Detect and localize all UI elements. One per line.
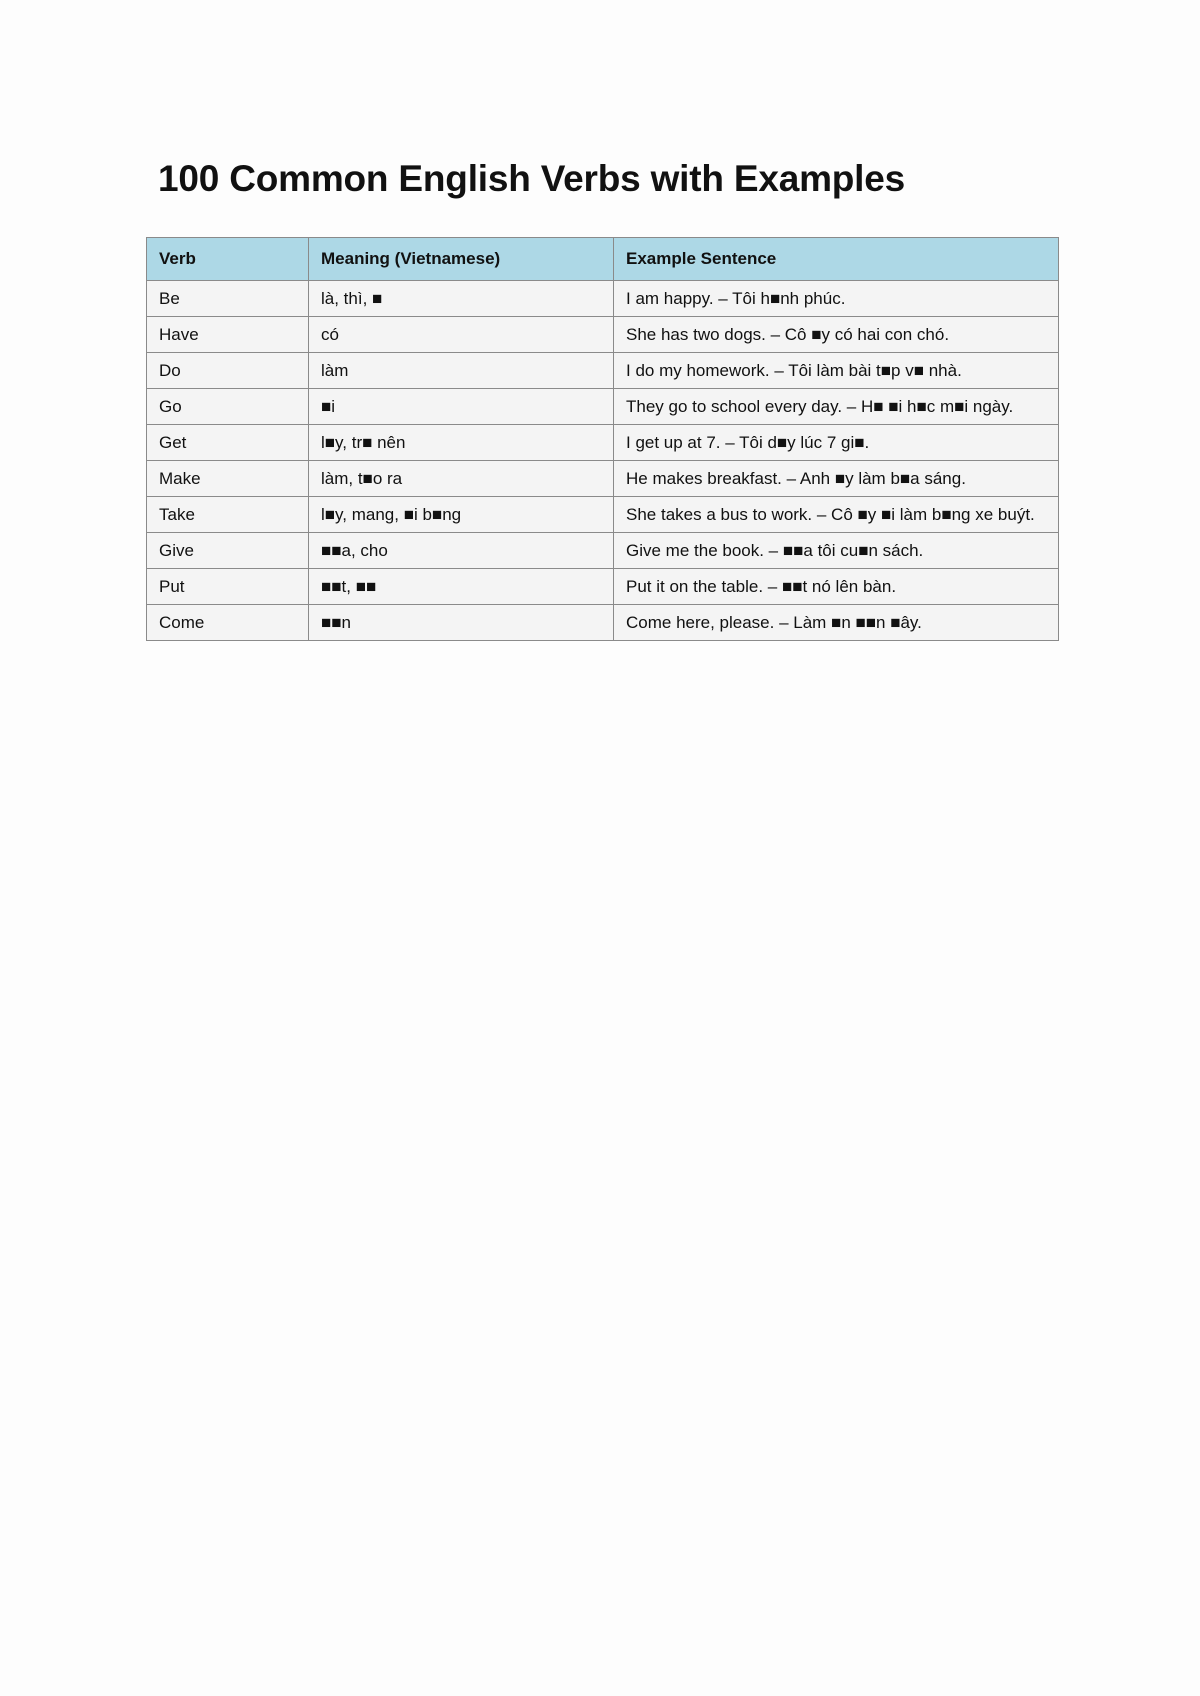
cell-meaning: làm [309,353,614,389]
table-row [147,281,1059,317]
cell-example: Put it on the table. – ■■t nó lên bàn. [614,569,1059,605]
cell-example: Give me the book. – ■■a tôi cu■n sách. [614,533,1059,569]
cell-example: I am happy. – Tôi h■nh phúc. [614,281,1059,317]
cell-example: I do my homework. – Tôi làm bài t■p v■ nhà. [614,353,1059,389]
cell-verb: Take [147,497,309,533]
cell-verb: Do [147,353,309,389]
cell-verb: Be [147,281,309,317]
cell-verb: Go [147,389,309,425]
cell-meaning: ■i [309,389,614,425]
cell-example: They go to school every day. – H■ ■i h■c m■i ngày. [614,389,1059,425]
cell-example: He makes breakfast. – Anh ■y làm b■a sáng. [614,461,1059,497]
cell-meaning: ■■a, cho [309,533,614,569]
table-row [147,389,1059,425]
verbs-table [146,237,1059,641]
header-verb: Verb [147,238,309,281]
table-row [147,353,1059,389]
table-row [147,497,1059,533]
cell-verb: Have [147,317,309,353]
table-row [147,569,1059,605]
cell-example: Come here, please. – Làm ■n ■■n ■ây. [614,605,1059,641]
table-row [147,533,1059,569]
table-row [147,425,1059,461]
cell-meaning: làm, t■o ra [309,461,614,497]
cell-meaning: ■■t, ■■ [309,569,614,605]
cell-meaning: l■y, mang, ■i b■ng [309,497,614,533]
table-row [147,317,1059,353]
cell-verb: Get [147,425,309,461]
table-row [147,461,1059,497]
header-meaning: Meaning (Vietnamese) [309,238,614,281]
cell-meaning: có [309,317,614,353]
page-title: 100 Common English Verbs with Examples [158,158,906,199]
cell-verb: Give [147,533,309,569]
cell-example: She takes a bus to work. – Cô ■y ■i làm b■ng xe buýt. [614,497,1059,533]
cell-meaning: là, thì, ■ [309,281,614,317]
cell-meaning: ■■n [309,605,614,641]
cell-example: I get up at 7. – Tôi d■y lúc 7 gi■. [614,425,1059,461]
cell-verb: Come [147,605,309,641]
table-header-row [147,238,1059,281]
cell-verb: Put [147,569,309,605]
cell-meaning: l■y, tr■ nên [309,425,614,461]
table-row [147,605,1059,641]
header-example: Example Sentence [614,238,1059,281]
cell-verb: Make [147,461,309,497]
cell-example: She has two dogs. – Cô ■y có hai con chó. [614,317,1059,353]
